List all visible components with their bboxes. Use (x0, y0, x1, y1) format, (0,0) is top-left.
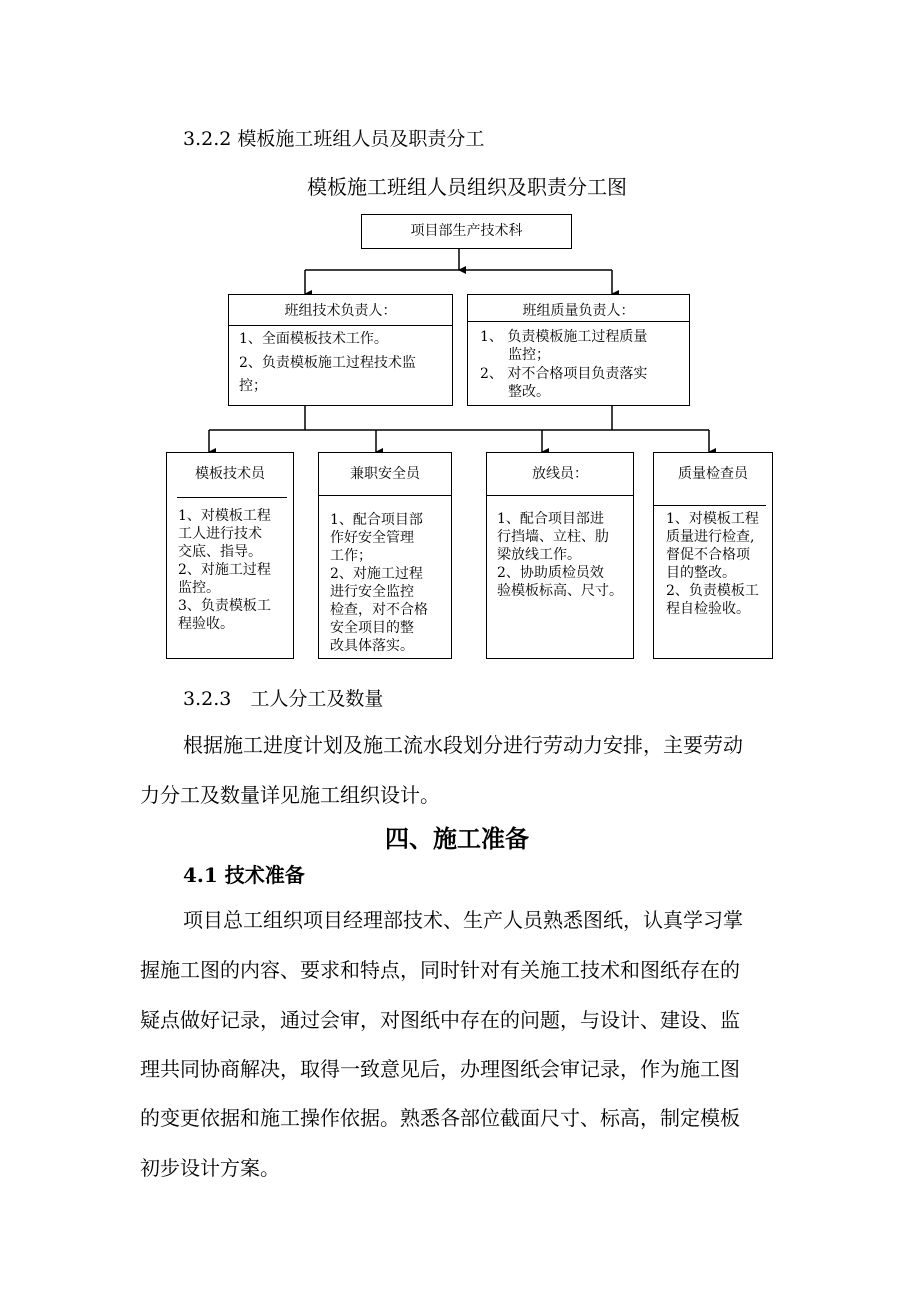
surveyor-line: 1、配合项目部进 (497, 511, 604, 527)
section-323-paragraph-line: 力分工及数量详见施工组织设计。 (140, 783, 440, 807)
safety-officer-divider (319, 495, 451, 496)
tech-lead-title: 班组技术负责人： (284, 303, 397, 319)
formwork-tech-line: 1、对模板工程 (178, 508, 271, 524)
tech-lead-line: 1、全面模板技术工作。 (239, 331, 388, 347)
quality-lead-line: 2、 对不合格项目负责落实 (480, 366, 648, 382)
formwork-tech-line: 交底、指导。 (178, 544, 262, 560)
quality-lead-line: 监控； (508, 347, 550, 363)
inspector-line: 督促不合格项 (666, 547, 750, 563)
section-41-paragraph-line: 疑点做好记录，通过会审，对图纸中存在的问题，与设计、建设、监 (140, 1008, 740, 1032)
org-chart-title: 模板施工班组人员组织及职责分工图 (307, 175, 627, 199)
inspector-line: 程自检验收。 (666, 601, 750, 617)
quality-lead-line: 整改。 (508, 384, 550, 400)
formwork-tech-line: 3、负责模板工 (178, 598, 271, 614)
formwork-tech-line: 2、对施工过程 (178, 562, 271, 578)
section-41-paragraph-line: 项目总工组织项目经理部技术、生产人员熟悉图纸，认真学习掌 (183, 908, 743, 932)
inspector-line: 质量进行检查, (666, 529, 755, 545)
org-box-root-label: 项目部生产技术科 (410, 223, 523, 239)
org-box-inspector (653, 452, 773, 659)
inspector-title: 质量检查员 (678, 466, 748, 482)
org-box-formwork-tech (166, 452, 294, 659)
section-41-paragraph-line: 握施工图的内容、要求和特点，同时针对有关施工技术和图纸存在的 (140, 958, 740, 982)
surveyor-line: 行挡墙、立柱、肋 (497, 529, 609, 545)
inspector-line: 1、对模板工程 (666, 511, 759, 527)
surveyor-divider (487, 495, 633, 496)
safety-officer-line: 1、配合项目部 (330, 512, 423, 528)
section-heading-3-2-2: 3.2.2 模板施工班组人员及职责分工 (183, 128, 485, 150)
inspector-line: 目的整改。 (666, 565, 736, 581)
chapter-heading: 四、施工准备 (385, 824, 529, 853)
surveyor-line: 2、协助质检员效 (497, 565, 604, 581)
safety-officer-line: 检查，对不合格 (330, 602, 428, 618)
safety-officer-line: 进行安全监控 (330, 584, 414, 600)
section-heading-3-2-3: 3.2.3 工人分工及数量 (183, 688, 384, 710)
safety-officer-line: 工作； (330, 548, 372, 564)
surveyor-title: 放线员： (532, 466, 588, 482)
org-box-tech-lead (228, 294, 453, 406)
tech-lead-line: 控； (239, 378, 267, 394)
section-heading-4-1: 4.1 技术准备 (183, 863, 305, 887)
quality-lead-title: 班组质量负责人： (522, 303, 635, 319)
inspector-line: 2、负责模板工 (666, 583, 759, 599)
tech-lead-divider (229, 325, 452, 326)
quality-lead-line: 1、 负责模板施工过程质量 (480, 329, 648, 345)
org-box-root (361, 214, 572, 249)
section-41-paragraph-line: 初步设计方案。 (140, 1156, 280, 1180)
section-41-paragraph-line: 理共同协商解决，取得一致意见后，办理图纸会审记录，作为施工图 (140, 1057, 740, 1081)
section-41-paragraph-line: 的变更依据和施工操作依据。熟悉各部位截面尺寸、标高，制定模板 (140, 1106, 740, 1130)
org-box-surveyor (486, 452, 634, 659)
org-box-safety-officer (318, 452, 452, 659)
surveyor-line: 梁放线工作。 (497, 547, 581, 563)
formwork-tech-line: 监控。 (178, 580, 220, 596)
formwork-tech-line: 工人进行技术 (178, 526, 262, 542)
formwork-tech-divider (177, 497, 287, 498)
surveyor-line: 验模板标高、尺寸。 (497, 583, 623, 599)
tech-lead-line: 2、负责模板施工过程技术监 (239, 355, 416, 371)
safety-officer-line: 改具体落实。 (330, 638, 414, 654)
formwork-tech-line: 程验收。 (178, 616, 234, 632)
org-box-quality-lead (467, 294, 690, 406)
safety-officer-line: 作好安全管理 (330, 530, 414, 546)
safety-officer-line: 2、对施工过程 (330, 566, 423, 582)
formwork-tech-title: 模板技术员 (195, 466, 265, 482)
section-323-paragraph-line: 根据施工进度计划及施工流水段划分进行劳动力安排，主要劳动 (183, 733, 743, 757)
inspector-divider (654, 505, 766, 506)
quality-lead-divider (468, 321, 689, 322)
safety-officer-line: 安全项目的整 (330, 620, 414, 636)
safety-officer-title: 兼职安全员 (350, 466, 420, 482)
